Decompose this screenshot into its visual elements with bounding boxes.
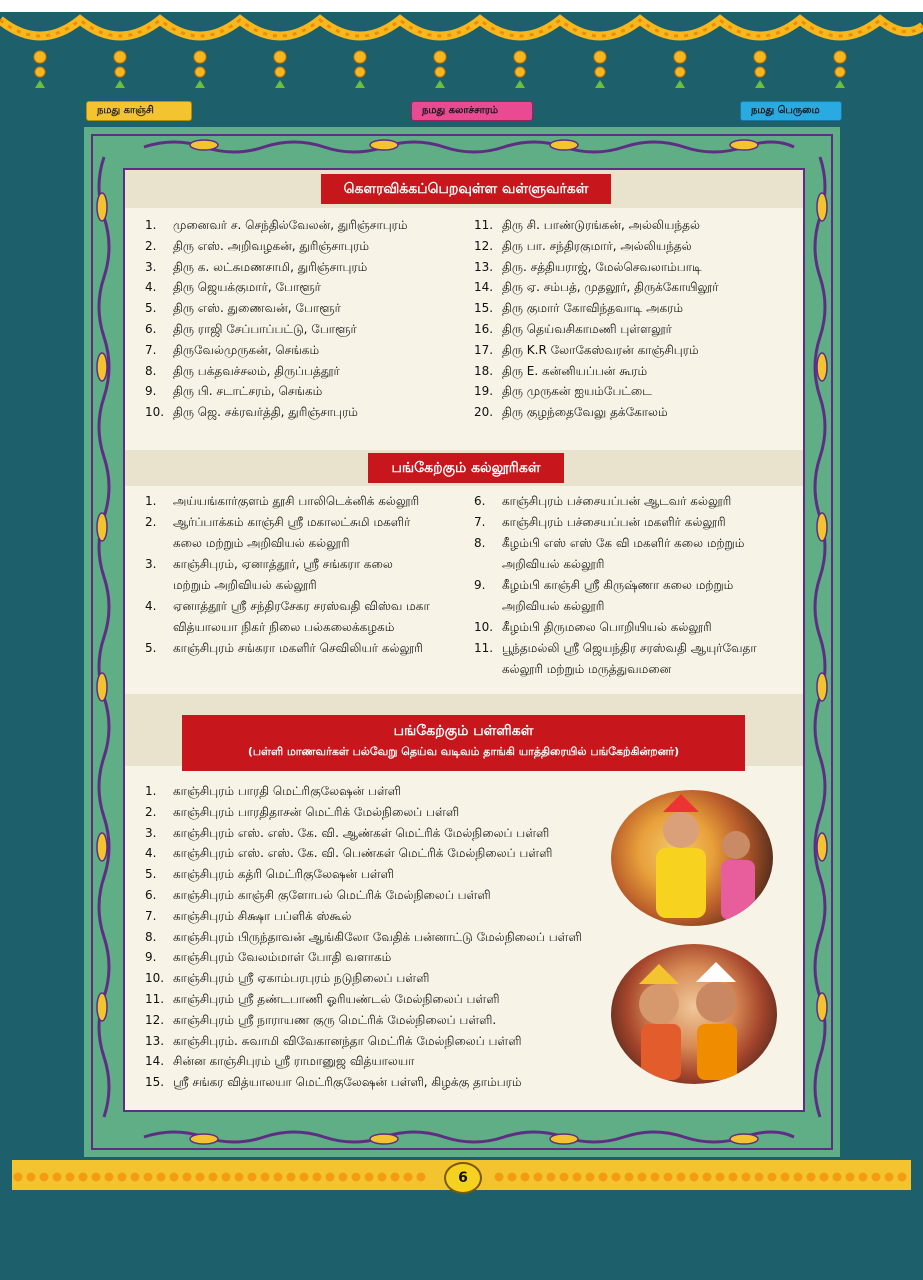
- colleges-list-left: [145, 494, 465, 674]
- list-item-text: திரு எஸ். துணைவன், போளூர்: [173, 301, 341, 316]
- list-item-number: 15.: [145, 1075, 165, 1090]
- list-item-text: திரு ஏ. சம்பத், முதலூர், திருக்கோயிலூர்: [502, 280, 719, 295]
- list-item-number: 17.: [474, 342, 494, 357]
- list-item-number: 5.: [145, 867, 157, 882]
- schools-list: [145, 784, 615, 1104]
- list-item-text: காஞ்சிபுரம் காஞ்சி குளோபல் மெட்ரிக் மேல்நிலைப் பள்ளி: [173, 888, 491, 902]
- list-item-number: 10.: [145, 405, 165, 420]
- list-item-text: காஞ்சிபுரம் பிருந்தாவன் ஆங்கிலோ வேதிக் பன்னாட்டு மேல்நிலைப் பள்ளி: [173, 929, 582, 944]
- list-item-number: 11.: [145, 992, 165, 1006]
- list-item-text: கலை மற்றும் அறிவியல் கல்லூரி: [173, 536, 350, 550]
- list-item-text: காஞ்சிபுரம் ஸ்ரீ நாராயண குரு மெட்ரிக் மேல்நிலைப் பள்ளி.: [173, 1012, 497, 1027]
- list-item-number: 8.: [474, 536, 486, 550]
- list-item-text: திரு குமார் கோவிந்தவாடி அகரம்: [502, 301, 683, 316]
- list-item-text: முனைவர் ச. செந்தில்வேலன், துரிஞ்சாபுரம்: [173, 218, 408, 232]
- honorees-list-right: [474, 218, 794, 428]
- list-item-text: அறிவியல் கல்லூரி: [502, 557, 605, 571]
- list-item-number: 1.: [145, 218, 157, 232]
- list-item-number: 7.: [145, 342, 157, 357]
- list-item-number: 12.: [145, 1012, 165, 1027]
- list-item-number: 3.: [145, 259, 157, 274]
- list-item-text: காஞ்சிபுரம் எஸ். எஸ். கே. வி. பெண்கள் மெட்ரிக் மேல்நிலைப் பள்ளி: [173, 846, 553, 861]
- list-item-number: 8.: [145, 929, 157, 944]
- list-item-number: 11.: [474, 218, 494, 232]
- children-costume-photo-1: [611, 790, 773, 926]
- tag-namathu-kalacharam: நமது கலாச்சாரம்: [411, 101, 533, 121]
- list-item-text: திரு எஸ். அறிவழகன், துரிஞ்சாபுரம்: [173, 238, 370, 253]
- list-item-number: 7.: [145, 908, 157, 923]
- list-item-number: 6.: [474, 494, 486, 508]
- schools-subtitle: (பள்ளி மாணவர்கள் பல்வேறு தெய்வ வடிவம் தாங்கி யாத்திரையில் பங்கேற்கின்றனர்): [247, 745, 680, 758]
- list-item-text: காஞ்சிபுரம் பச்சையப்பன் மகளிர் கல்லூரி: [502, 515, 726, 529]
- list-item-text: திரு பி. சடாட்சரம், செங்கம்: [173, 384, 323, 399]
- list-item-number: 2.: [145, 238, 157, 253]
- list-item-text: காஞ்சிபுரம் ஸ்ரீ தண்டபாணி ஓரியண்டல் மேல்நிலைப் பள்ளி: [173, 992, 500, 1006]
- list-item-number: 20.: [474, 405, 494, 420]
- list-item-number: 4.: [145, 599, 157, 613]
- list-item-number: 3.: [145, 557, 157, 571]
- list-item-text: திரு ஜெ. சக்ரவர்த்தி, துரிஞ்சாபுரம்: [173, 405, 358, 420]
- list-item-text: காஞ்சிபுரம் பாரதிதாசன் மெட்ரிக் மேல்நிலைப் பள்ளி: [173, 804, 460, 819]
- honorees-title: கௌரவிக்கப்பெறவுள்ள வள்ளுவர்கள்: [321, 174, 611, 204]
- list-item-text: காஞ்சிபுரம் பச்சையப்பன் ஆடவர் கல்லூரி: [502, 494, 732, 508]
- list-item-text: காஞ்சிபுரம் எஸ். எஸ். கே. வி. ஆண்கள் மெட்ரிக் மேல்நிலைப் பள்ளி: [173, 825, 550, 840]
- list-item-text: திரு K.R லோகேஸ்வரன் காஞ்சிபுரம்: [502, 342, 699, 357]
- list-item-number: 9.: [145, 384, 157, 399]
- list-item-number: 15.: [474, 301, 494, 316]
- list-item-number: 2.: [145, 804, 157, 819]
- colleges-title: பங்கேற்கும் கல்லூரிகள்: [368, 453, 564, 483]
- list-item-number: 5.: [145, 641, 157, 655]
- list-item-text: திரு. சத்தியராஜ், மேல்செவலாம்பாடி: [502, 259, 702, 274]
- list-item-number: 4.: [145, 846, 157, 861]
- list-item-number: 5.: [145, 301, 157, 316]
- list-item-text: மற்றும் அறிவியல் கல்லூரி: [173, 578, 317, 592]
- list-item-text: திரு குழந்தைவேலு தக்கோலம்: [502, 405, 668, 420]
- list-item-number: 6.: [145, 888, 157, 902]
- children-costume-photo-2: [611, 944, 777, 1084]
- list-item-text: காஞ்சிபுரம் வேலம்மாள் போதி வளாகம்: [173, 950, 392, 965]
- list-item-number: 9.: [145, 950, 157, 965]
- list-item-text: காஞ்சிபுரம் கத்ரி மெட்ரிகுலேஷன் பள்ளி: [173, 867, 394, 882]
- list-item-text: ஸ்ரீ சங்கர வித்யாலயா மெட்ரிகுலேஷன் பள்ளி, கிழக்கு தாம்பரம்: [173, 1075, 522, 1090]
- list-item-text: காஞ்சிபுரம் ஸ்ரீ ஏகாம்பரபுரம் நடுநிலைப் பள்ளி: [173, 971, 430, 986]
- list-item-text: திரு முருகன் ஐயம்பேட்டை: [502, 384, 652, 399]
- list-item-number: 2.: [145, 515, 157, 529]
- list-item-text: அறிவியல் கல்லூரி: [502, 599, 605, 613]
- list-item-number: 10.: [474, 620, 494, 634]
- list-item-text: திரு E. கன்னியப்பன் கூரம்: [502, 363, 648, 378]
- list-item-text: அய்யங்கார்குளம் தூசி பாலிடெக்னிக் கல்லூரி: [173, 494, 420, 508]
- list-item-text: வித்யாலயா நிகர் நிலை பல்கலைக்கழகம்: [173, 620, 395, 634]
- list-item-number: 13.: [145, 1033, 165, 1048]
- page-number: 6: [444, 1162, 482, 1194]
- list-item-number: 19.: [474, 384, 494, 399]
- list-item-text: திரு க. லட்சுமணசாமி, துரிஞ்சாபுரம்: [173, 259, 368, 274]
- list-item-text: ஆர்ப்பாக்கம் காஞ்சி ஸ்ரீ மகாலட்சுமி மகளிர்: [173, 515, 411, 529]
- list-item-number: 6.: [145, 322, 157, 336]
- list-item-number: 13.: [474, 259, 494, 274]
- list-item-text: சின்ன காஞ்சிபுரம் ஸ்ரீ ராமானுஜ வித்யாலயா: [173, 1054, 415, 1069]
- list-item-text: காஞ்சிபுரம். சுவாமி விவேகானந்தா மெட்ரிக் மேல்நிலைப் பள்ளி: [173, 1033, 522, 1048]
- list-item-number: 1.: [145, 784, 157, 798]
- list-item-text: காஞ்சிபுரம், ஏனாத்தூர், ஸ்ரீ சங்கரா கலை: [173, 557, 393, 571]
- list-item-text: பூந்தமல்லி ஸ்ரீ ஜெயந்திர சரஸ்வதி ஆயுர்வேதா: [502, 641, 757, 655]
- list-item-text: காஞ்சிபுரம் சங்கரா மகளிர் செவிலியர் கல்லூரி: [173, 641, 423, 655]
- list-item-number: 16.: [474, 322, 494, 336]
- content-panel: [123, 168, 805, 1112]
- list-item-text: திரு பா. சந்திரகுமார், அல்லியந்தல்: [502, 238, 692, 253]
- list-item-text: காஞ்சிபுரம் சிக்ஷா பப்ளிக் ஸ்கூல்: [173, 908, 352, 923]
- list-item-text: கீழம்பி காஞ்சி ஸ்ரீ கிருஷ்ணா கலை மற்றும்: [502, 578, 734, 592]
- list-item-number: 1.: [145, 494, 157, 508]
- list-item-number: 10.: [145, 971, 165, 986]
- list-item-text: கீழம்பி திருமலை பொறியியல் கல்லூரி: [502, 620, 712, 634]
- schools-header: [182, 715, 745, 771]
- list-item-number: 3.: [145, 825, 157, 840]
- list-item-text: திரு ஜெயக்குமார், போளூர்: [173, 280, 321, 295]
- list-item-number: 14.: [474, 280, 494, 295]
- list-item-number: 9.: [474, 578, 486, 592]
- tag-namathu-kanchi: நமது காஞ்சி: [86, 101, 192, 121]
- list-item-text: திரு ராஜி சேப்பாப்பட்டு, போளூர்: [173, 322, 357, 336]
- list-item-number: 12.: [474, 238, 494, 253]
- list-item-number: 11.: [474, 641, 494, 655]
- flower-garland: [0, 12, 923, 92]
- list-item-number: 14.: [145, 1054, 165, 1069]
- list-item-text: காஞ்சிபுரம் பாரதி மெட்ரிகுலேஷன் பள்ளி: [173, 784, 402, 798]
- top-margin: [0, 0, 923, 12]
- schools-title: பங்கேற்கும் பள்ளிகள்: [393, 723, 534, 739]
- list-item-text: கீழம்பி எஸ் எஸ் கே வி மகளிர் கலை மற்றும்: [502, 536, 745, 550]
- list-item-text: திரு பக்தவச்சலம், திருப்பத்தூர்: [173, 363, 340, 378]
- list-item-number: 4.: [145, 280, 157, 295]
- list-item-text: திரு சி. பாண்டுரங்கன், அல்லியந்தல்: [502, 218, 700, 232]
- list-item-number: 18.: [474, 363, 494, 378]
- list-item-text: திரு தெய்வசிகாமணி புள்ளலூர்: [502, 322, 672, 336]
- list-item-number: 7.: [474, 515, 486, 529]
- honorees-list-left: [145, 218, 465, 428]
- list-item-text: கல்லூரி மற்றும் மருத்துவமனை: [502, 662, 672, 676]
- list-item-text: திருவேல்முருகன், செங்கம்: [173, 342, 320, 357]
- tag-namathu-perumai: நமது பெருமை: [740, 101, 842, 121]
- list-item-number: 8.: [145, 363, 157, 378]
- colleges-list-right: [474, 494, 794, 694]
- list-item-text: ஏனாத்தூர் ஸ்ரீ சந்திரசேகர சரஸ்வதி விஸ்வ மகா: [173, 599, 430, 613]
